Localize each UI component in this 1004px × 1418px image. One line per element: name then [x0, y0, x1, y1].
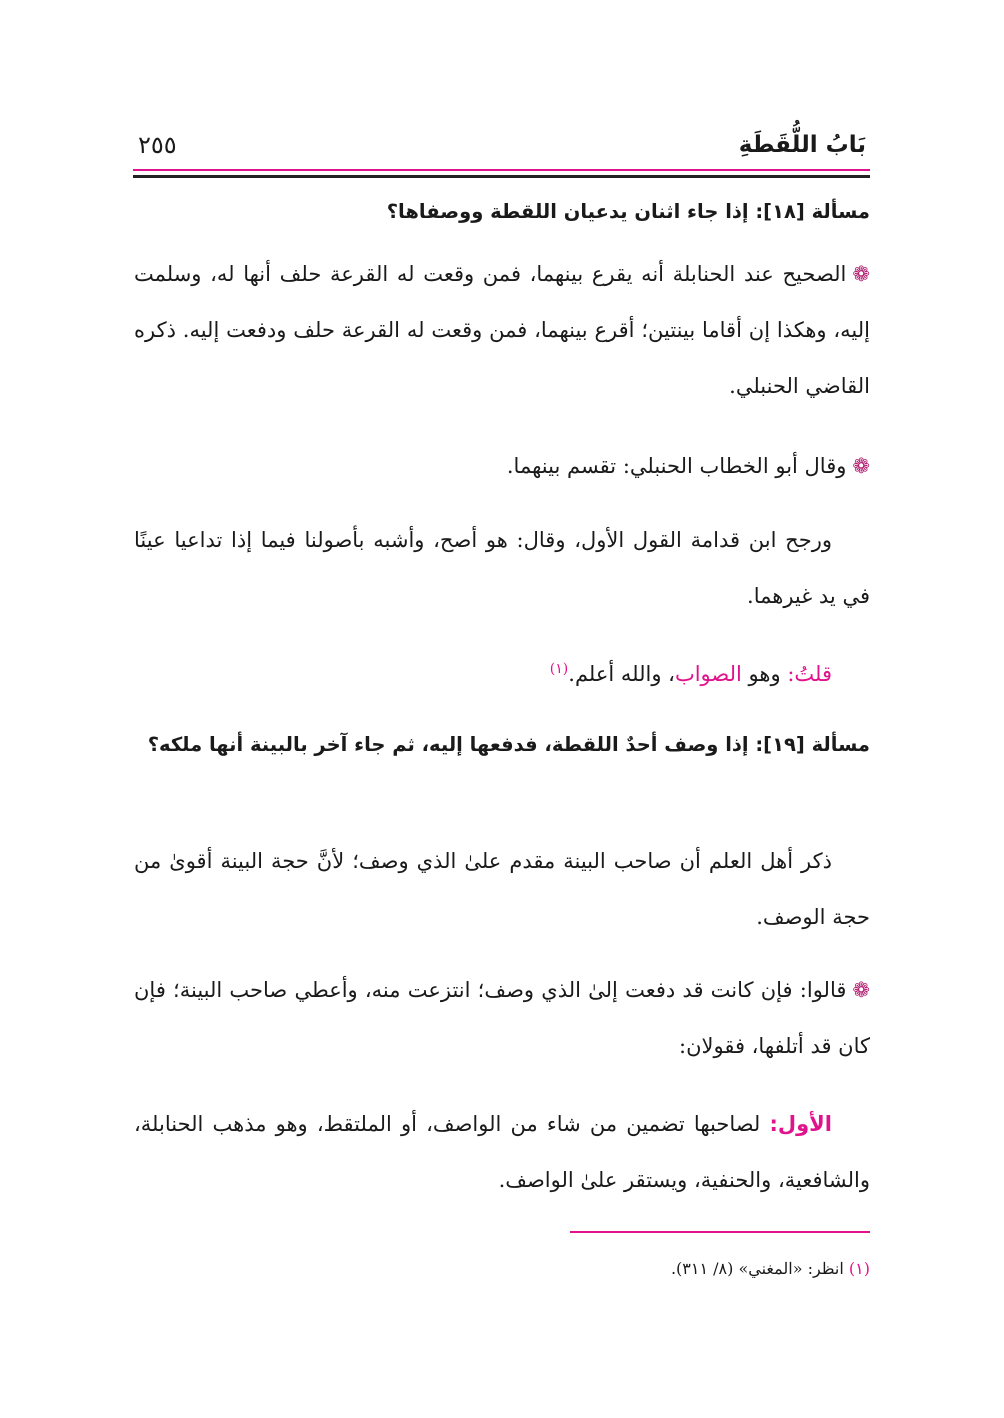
question-text: إذا جاء اثنان يدعيان اللقطة ووصفاها؟ — [386, 200, 749, 223]
flower-icon: ❁ — [852, 454, 870, 478]
highlight-text: الصواب — [674, 662, 742, 686]
paragraph-6 — [134, 962, 870, 1074]
paragraph-5 — [134, 833, 870, 945]
footnote-text: انظر: «المغني» (٨/ ٣١١). — [670, 1259, 844, 1278]
question-label: مسألة [١٩]: — [755, 733, 870, 756]
question-text: إذا وصف أحدٌ اللقطة، فدفعها إليه، ثم جاء آخر بالبينة أنها ملكه؟ — [147, 733, 749, 756]
paragraph-7 — [134, 1096, 870, 1208]
flower-icon: ❁ — [852, 978, 870, 1002]
page-number: ٢٥٥ — [138, 131, 177, 159]
paragraph-1 — [134, 246, 870, 414]
header-rule-black — [133, 175, 870, 178]
paragraph-text: ورجح ابن قدامة القول الأول، وقال: هو أصح، وأشبه بأصولنا فيما إذا تداعيا عينًا في يد غيرهما. — [134, 528, 870, 608]
question-18 — [134, 184, 870, 240]
paragraph-text: وقال أبو الخطاب الحنبلي: تقسم بينهما. — [506, 454, 847, 478]
said-label: قلتُ: — [787, 662, 832, 686]
paragraph-3 — [134, 512, 870, 624]
footnote-ref: (١) — [549, 661, 569, 677]
flower-icon: ❁ — [852, 262, 870, 286]
paragraph-text: الصحيح عند الحنابلة أنه يقرع بينهما، فمن وقعت له القرعة حلف أنها له، وسلمت إليه، وهكذا إن أقاما بينتين؛ أقرع بينهما، فمن وقعت له القرعة حلف ودفعت إليه. ذكره القاضي الحنبلي. — [134, 262, 870, 398]
text-part: وهو — [748, 662, 781, 686]
paragraph-text: لصاحبها تضمين من شاء من الواصف، أو الملتقط، وهو مذهب الحنابلة، والشافعية، والحنفية، ويستقر علىٰ الواصف. — [134, 1112, 870, 1192]
paragraph-text: ذكر أهل العلم أن صاحب البينة مقدم علىٰ الذي وصف؛ لأنَّ حجة البينة أقوىٰ من حجة الوصف. — [134, 849, 870, 929]
footnote-rule — [570, 1231, 870, 1233]
first-opinion-label: الأول: — [769, 1112, 832, 1136]
footnote-number: (١) — [848, 1259, 870, 1278]
paragraph-text: قالوا: فإن كانت قد دفعت إلىٰ الذي وصف؛ انتزعت منه، وأعطي صاحب البينة؛ فإن كان قد أتلفها، فقولان: — [134, 978, 870, 1058]
question-19 — [134, 717, 870, 773]
footnote — [671, 1256, 870, 1282]
paragraph-2 — [134, 438, 870, 494]
running-title: بَابُ اللُّقَطَةِ — [738, 132, 866, 158]
paragraph-4 — [134, 641, 870, 702]
header-rule-pink — [133, 169, 870, 171]
text-part: ، والله أعلم. — [568, 662, 675, 686]
question-label: مسألة [١٨]: — [755, 200, 870, 223]
